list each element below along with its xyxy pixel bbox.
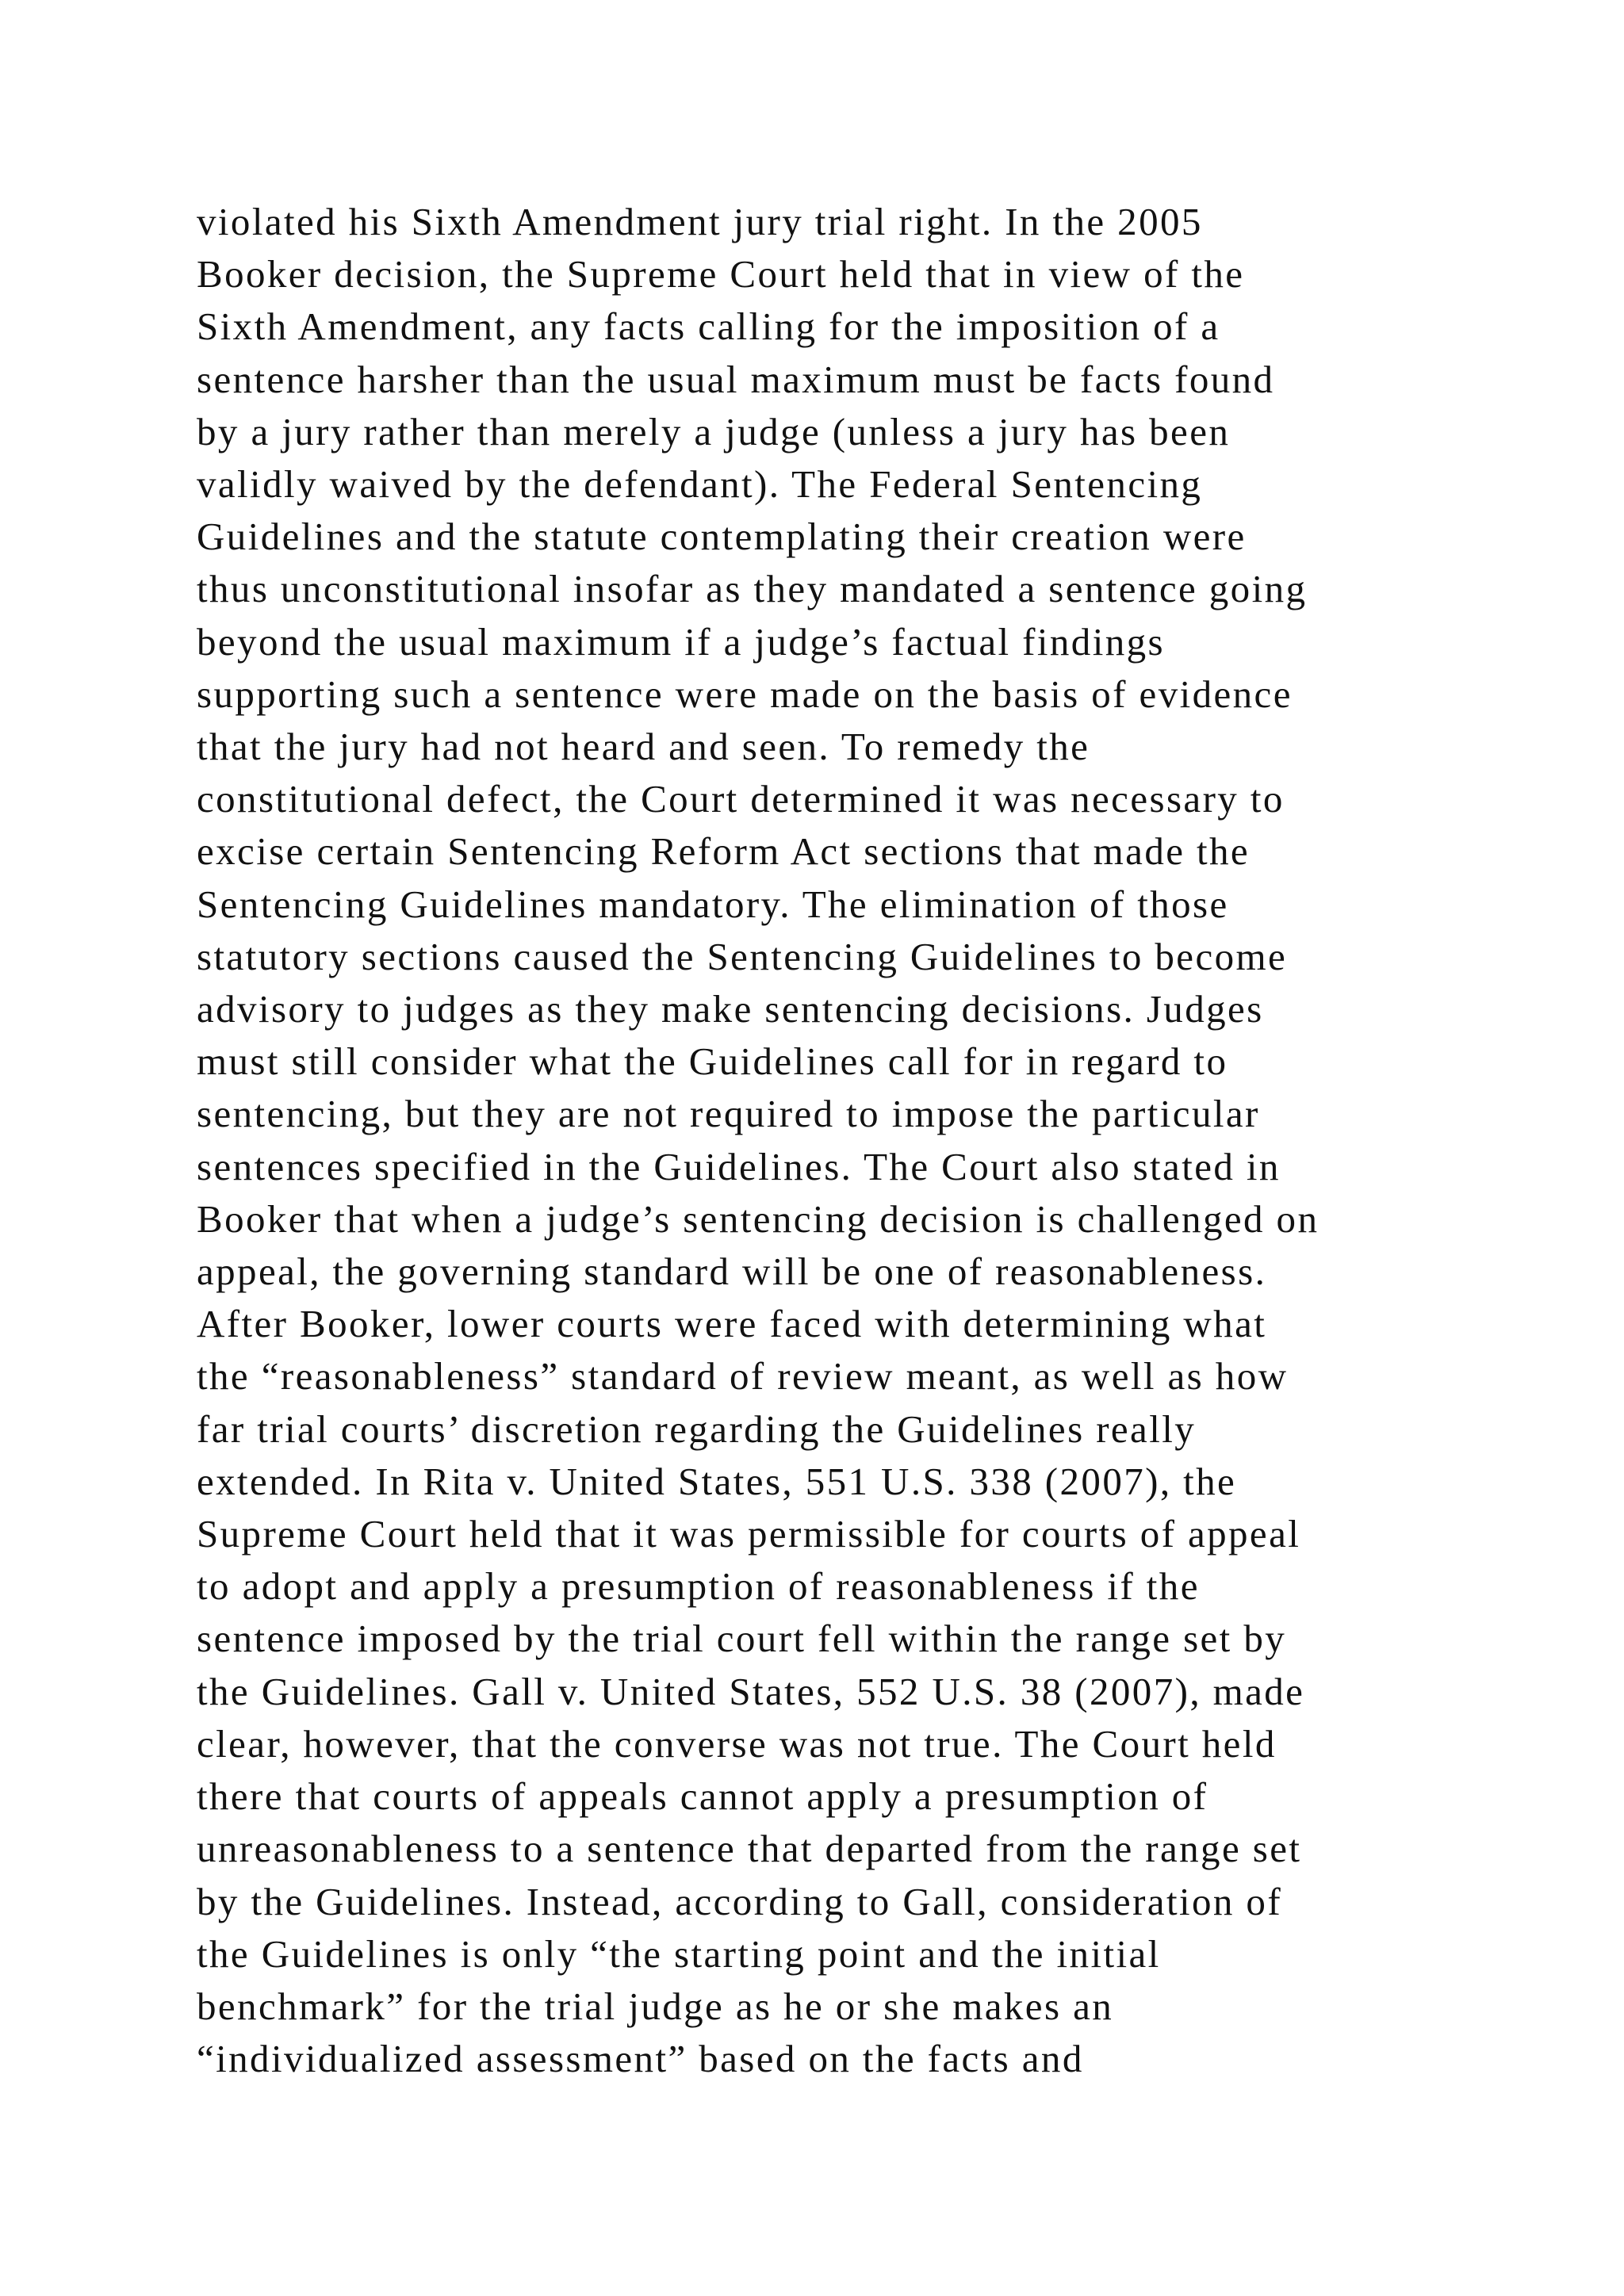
text-line-23: the “reasonableness” standard of review meant, as well as how: [197, 1354, 1289, 1399]
text-line-21: appeal, the governing standard will be one of reasonableness.: [197, 1249, 1267, 1294]
text-line-1: violated his Sixth Amendment jury trial right. In the 2005: [197, 200, 1203, 243]
text-line-8: thus unconstitutional insofar as they mandated a sentence going: [197, 567, 1308, 611]
text-line-19: sentences specified in the Guidelines. The Court also stated in: [197, 1144, 1281, 1188]
text-line-30: clear, however, that the converse was not true. The Court held: [197, 1721, 1277, 1766]
text-line-5: by a jury rather than merely a judge (unless a jury has been: [197, 409, 1231, 453]
text-line-28: sentence imposed by the trial court fell within the range set by: [197, 1617, 1287, 1661]
text-line-3: Sixth Amendment, any facts calling for the imposition of a: [197, 304, 1220, 349]
text-line-11: that the jury had not heard and seen. To remedy the: [197, 725, 1090, 769]
text-line-10: supporting such a sentence were made on the basis of evidence: [197, 672, 1293, 716]
text-line-27: to adopt and apply a presumption of reasonableness if the: [197, 1564, 1200, 1609]
text-line-26: Supreme Court held that it was permissible for courts of appeal: [197, 1512, 1301, 1556]
text-line-33: by the Guidelines. Instead, according to Gall, consideration of: [197, 1879, 1283, 1923]
text-line-14: Sentencing Guidelines mandatory. The elimination of those: [197, 882, 1229, 926]
text-line-18: sentencing, but they are not required to impose the particular: [197, 1092, 1260, 1136]
text-line-35: benchmark” for the trial judge as he or she makes an: [197, 1984, 1114, 2028]
text-line-32: unreasonableness to a sentence that departed from the range set: [197, 1827, 1302, 1871]
text-line-13: excise certain Sentencing Reform Act sections that made the: [197, 829, 1251, 874]
body-text: [197, 196, 1624, 2085]
text-line-31: there that courts of appeals cannot apply a presumption of: [197, 1774, 1208, 1819]
text-line-20: Booker that when a judge’s sentencing decision is challenged on: [197, 1196, 1320, 1241]
text-line-25: extended. In Rita v. United States, 551 U.S. 338 (2007), the: [197, 1459, 1237, 1503]
text-line-2: Booker decision, the Supreme Court held that in view of the: [197, 252, 1245, 297]
text-line-9: beyond the usual maximum if a judge’s factual findings: [197, 619, 1165, 664]
text-line-6: validly waived by the defendant). The Federal Sentencing: [197, 462, 1203, 507]
text-line-24: far trial courts’ discretion regarding the Guidelines really: [197, 1406, 1197, 1451]
text-line-12: constitutional defect, the Court determined it was necessary to: [197, 777, 1285, 821]
text-line-36: “individualized assessment” based on the facts and: [197, 2037, 1084, 2081]
text-line-17: must still consider what the Guidelines call for in regard to: [197, 1039, 1228, 1084]
text-line-34: the Guidelines is only “the starting point and the initial: [197, 1931, 1161, 1976]
text-line-4: sentence harsher than the usual maximum must be facts found: [197, 357, 1275, 401]
text-line-7: Guidelines and the statute contemplating their creation were: [197, 515, 1247, 559]
text-line-22: After Booker, lower courts were faced with determining what: [197, 1302, 1267, 1346]
text-line-16: advisory to judges as they make sentencing decisions. Judges: [197, 987, 1264, 1031]
text-line-29: the Guidelines. Gall v. United States, 552 U.S. 38 (2007), made: [197, 1669, 1305, 1713]
text-line-15: statutory sections caused the Sentencing Guidelines to become: [197, 934, 1288, 978]
